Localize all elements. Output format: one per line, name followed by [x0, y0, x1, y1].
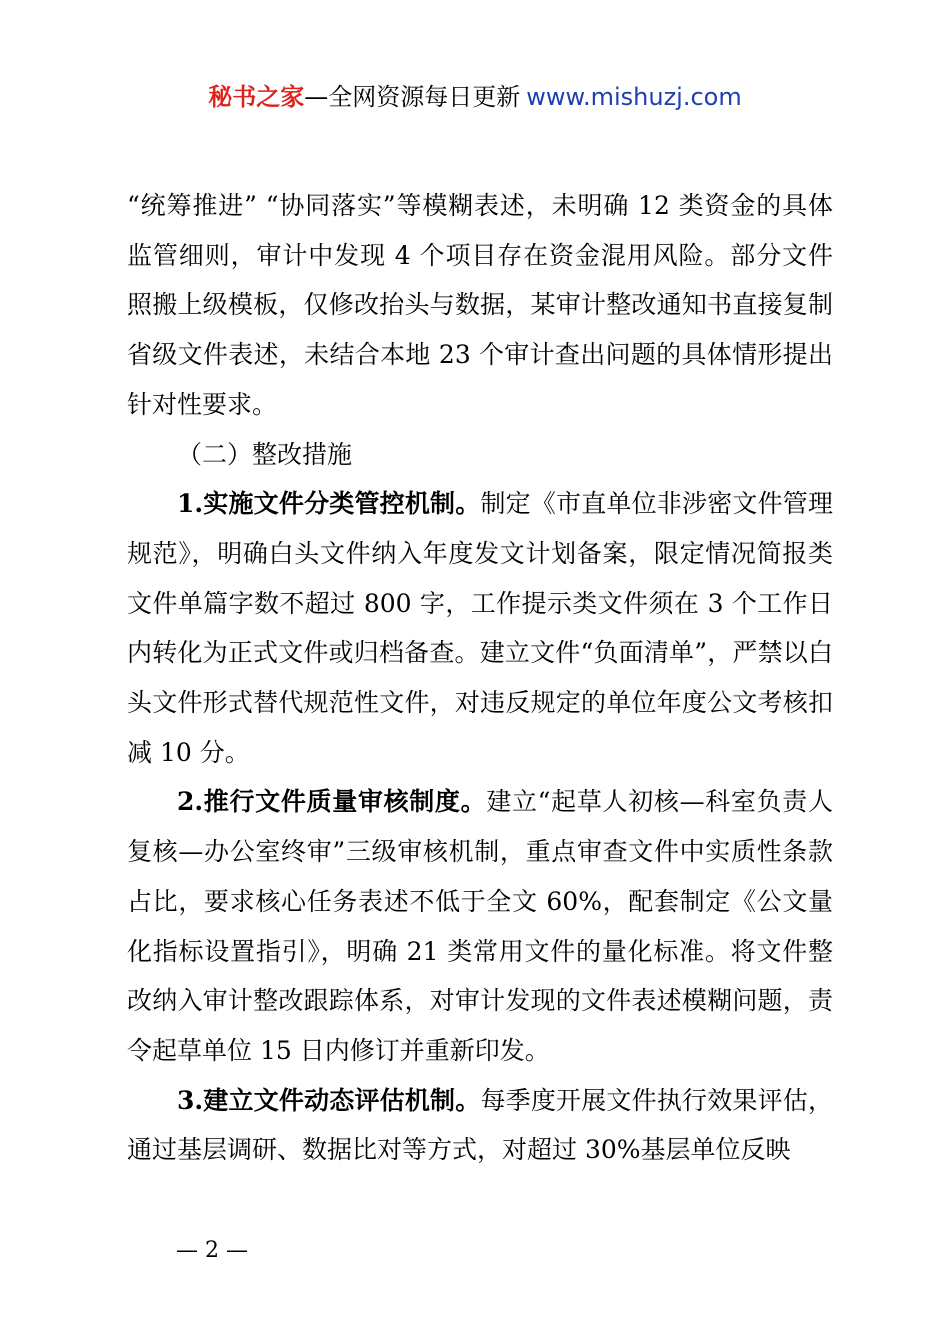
measure-3-title: 3.建立文件动态评估机制。 [177, 1085, 481, 1115]
document-body [127, 181, 833, 1175]
measure-2-body: 建立“起草人初核—科室负责人复核—办公室终审”三级审核机制，重点审查文件中实质性条款占比，要求核心任务表述不低于全文 60%，配套制定《公文量化指标设置指引》，明确 21 类常用文件的量化标准。将文件整改纳入审计整改跟踪体系，对审计发现的文件表述模糊问题，责令起草单位 15 日内修订并重新印发。 [127, 787, 833, 1065]
measure-1-body: 制定《市直单位非涉密文件管理规范》，明确白头文件纳入年度发文计划备案，限定情况简报类文件单篇字数不超过 800 字，工作提示类文件须在 3 个工作日内转化为正式文件或归档备查。建立文件“负面清单”，严禁以白头文件形式替代规范性文件，对违反规定的单位年度公文考核扣减 10 分。 [127, 489, 833, 767]
paragraph-problem-description: “统筹推进” “协同落实”等模糊表述，未明确 12 类资金的具体监管细则，审计中发现 4 个项目存在资金混用风险。部分文件照搬上级模板，仅修改抬头与数据，某审计整改通知书直接复制省级文件表述，未结合本地 23 个审计查出问题的具体情形提出针对性要求。 [127, 191, 833, 419]
measure-1-title: 1.实施文件分类管控机制。 [177, 489, 481, 519]
measure-3-body: 每季度开展文件执行效果评估，通过基层调研、数据比对等方式，对超过 30%基层单位反映 [127, 1085, 833, 1165]
site-header [0, 80, 950, 114]
page-number: — 2 — [176, 1238, 248, 1263]
measure-2-paragraph [127, 777, 833, 1075]
section-heading: （二）整改措施 [177, 439, 353, 469]
measure-2-title: 2.推行文件质量审核制度。 [177, 787, 487, 817]
site-tagline: —全网资源每日更新 [304, 83, 521, 111]
site-brand: 秘书之家 [208, 83, 305, 111]
measure-1-paragraph [127, 479, 833, 777]
site-url-link[interactable]: www.mishuzj.com [526, 83, 742, 111]
measure-3-paragraph [127, 1076, 833, 1175]
